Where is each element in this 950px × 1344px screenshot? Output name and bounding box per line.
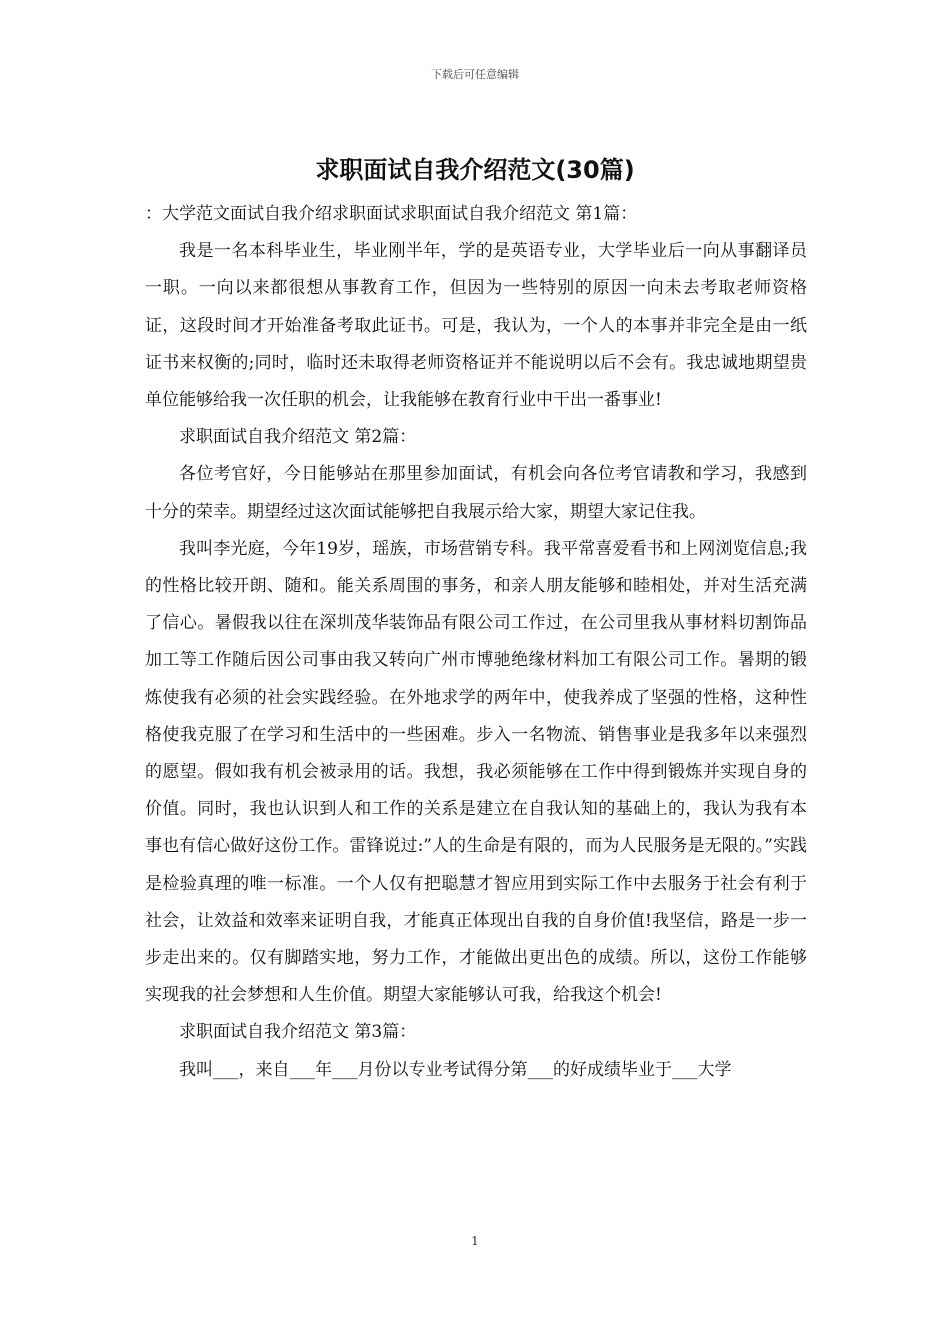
document-title: 求职面试自我介绍范文(30篇) — [315, 156, 635, 184]
section-heading: 求职面试自我介绍范文 第2篇： — [179, 427, 417, 448]
intro-line: ：大学范文面试自我介绍求职面试求职面试自我介绍范文 第1篇： — [145, 204, 638, 224]
paragraph: 各位考官好，今日能够站在那里参加面试，有机会向各位考官请教和学习，我感到十分的荣幸。期望经过这次面试能够把自我展示给大家，期望大家记住我。 — [145, 464, 807, 522]
paragraph: 我叫___，来自___年___月份以专业考试得分第___的好成绩毕业于___大学 — [179, 1059, 732, 1080]
paragraph: 我是一名本科毕业生，毕业刚半年，学的是英语专业，大学毕业后一向从事翻译员一职。一向以来都很想从事教育工作，但因为一些特别的原因一向未去考取老师资格证，这段时间才开始准备考取此证书。可是，我认为，一个人的本事并非完全是由一纸证书来权衡的;同时，临时还未取得老师资格证并不能说明以后不会有。我忠诚地期望贵单位能够给我一次任职的机会，让我能够在教育行业中干出一番事业! — [145, 241, 807, 411]
section-heading: 求职面试自我介绍范文 第3篇： — [179, 1022, 417, 1043]
page-header: 下载后可任意编辑 — [431, 68, 519, 81]
document-body — [145, 196, 807, 1089]
paragraph: 我叫李光庭，今年19岁，瑶族，市场营销专科。我平常喜爱看书和上网浏览信息;我的性格比较开朗、随和。能关系周围的事务，和亲人朋友能够和睦相处，并对生活充满了信心。暑假我以往在深圳茂华装饰品有限公司工作过，在公司里我从事材料切割饰品加工等工作随后因公司事由我又转向广州市博驰绝缘材料加工有限公司工作。暑期的锻炼使我有必须的社会实践经验。在外地求学的两年中，使我养成了坚强的性格，这种性格使我克服了在学习和生活中的一些困难。步入一名物流、销售事业是我多年以来强烈的愿望。假如我有机会被录用的话。我想，我必须能够在工作中得到锻炼并实现自身的价值。同时，我也认识到人和工作的关系是建立在自我认知的基础上的，我认为我有本事也有信心做好这份工作。雷锋说过:”人的生命是有限的，而为人民服务是无限的。”实践是检验真理的唯一标准。一个人仅有把聪慧才智应用到实际工作中去服务于社会有利于社会，让效益和效率来证明自我，才能真正体现出自我的自身价值!我坚信，路是一步一步走出来的。仅有脚踏实地，努力工作，才能做出更出色的成绩。所以，这份工作能够实现我的社会梦想和人生价值。期望大家能够认可我，给我这个机会! — [145, 538, 807, 1006]
page-number: 1 — [471, 1234, 479, 1248]
